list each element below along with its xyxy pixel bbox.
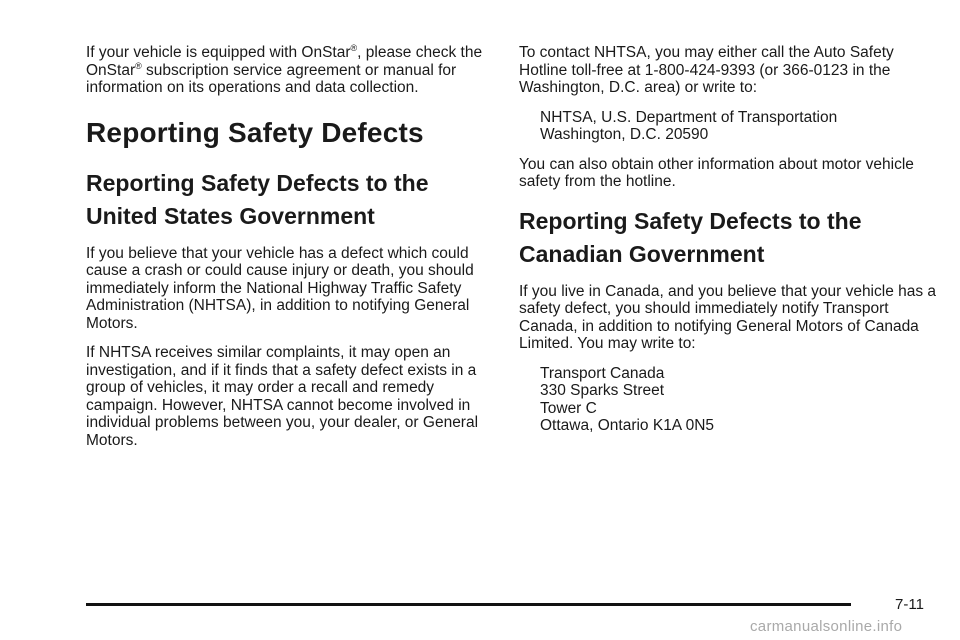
nhtsa-address [519, 109, 939, 144]
us-defect-paragraph: If you believe that your vehicle has a defect which could cause a crash or could cause injury or death, you should immediately inform the National Highway Traffic Safety Administration (NHTSA), in addition to notifying General Motors. [86, 244, 474, 332]
address-line: Transport Canada [540, 364, 665, 382]
address-line: Washington, D.C. 20590 [540, 126, 709, 143]
registered-mark: ® [135, 60, 142, 71]
canadian-government-heading: Reporting Safety Defects to the Canadian Government [519, 207, 862, 267]
canada-defect-paragraph: If you live in Canada, and you believe that your vehicle has a safety defect, you should immediately notify Transport Canada, in addition to notifying General Motors of Canada Limited. You may write to: [519, 282, 937, 352]
address-line: NHTSA, U.S. Department of Transportation [540, 108, 838, 126]
right-column [519, 44, 939, 447]
hotline-paragraph: You can also obtain other information about motor vehicle safety from the hotline. [519, 155, 914, 190]
watermark: carmanualsonline.info [750, 618, 903, 635]
transport-canada-address [519, 365, 939, 435]
intro-text-2: , please check the OnStar [86, 44, 483, 79]
page-number: 7-11 [895, 596, 924, 613]
left-column [86, 44, 506, 461]
address-line: Tower C [540, 399, 597, 417]
onstar-intro-paragraph [86, 44, 506, 97]
footer-rule [86, 603, 851, 606]
intro-text-1: If your vehicle is equipped with OnStar [86, 44, 351, 61]
intro-text-3: subscription service agreement or manual for information on its operations and data collection. [86, 61, 457, 96]
us-government-heading: Reporting Safety Defects to the United States Government [86, 169, 429, 229]
address-line: 330 Sparks Street [540, 382, 665, 399]
address-line: Ottawa, Ontario K1A 0N5 [540, 417, 715, 434]
nhtsa-complaints-paragraph: If NHTSA receives similar complaints, it may open an investigation, and if it finds that a safety defect exists in a group of vehicles, it may order a recall and remedy campaign. However, NHTSA cannot become involved in individual problems between you, your dealer, or General Motors. [86, 344, 479, 449]
nhtsa-contact-paragraph: To contact NHTSA, you may either call the Auto Safety Hotline toll-free at 1-800-424-9393 (or 366-0123 in the Washington, D.C. area) or write to: [519, 44, 894, 96]
section-title: Reporting Safety Defects [86, 116, 424, 148]
registered-mark: ® [350, 42, 358, 53]
